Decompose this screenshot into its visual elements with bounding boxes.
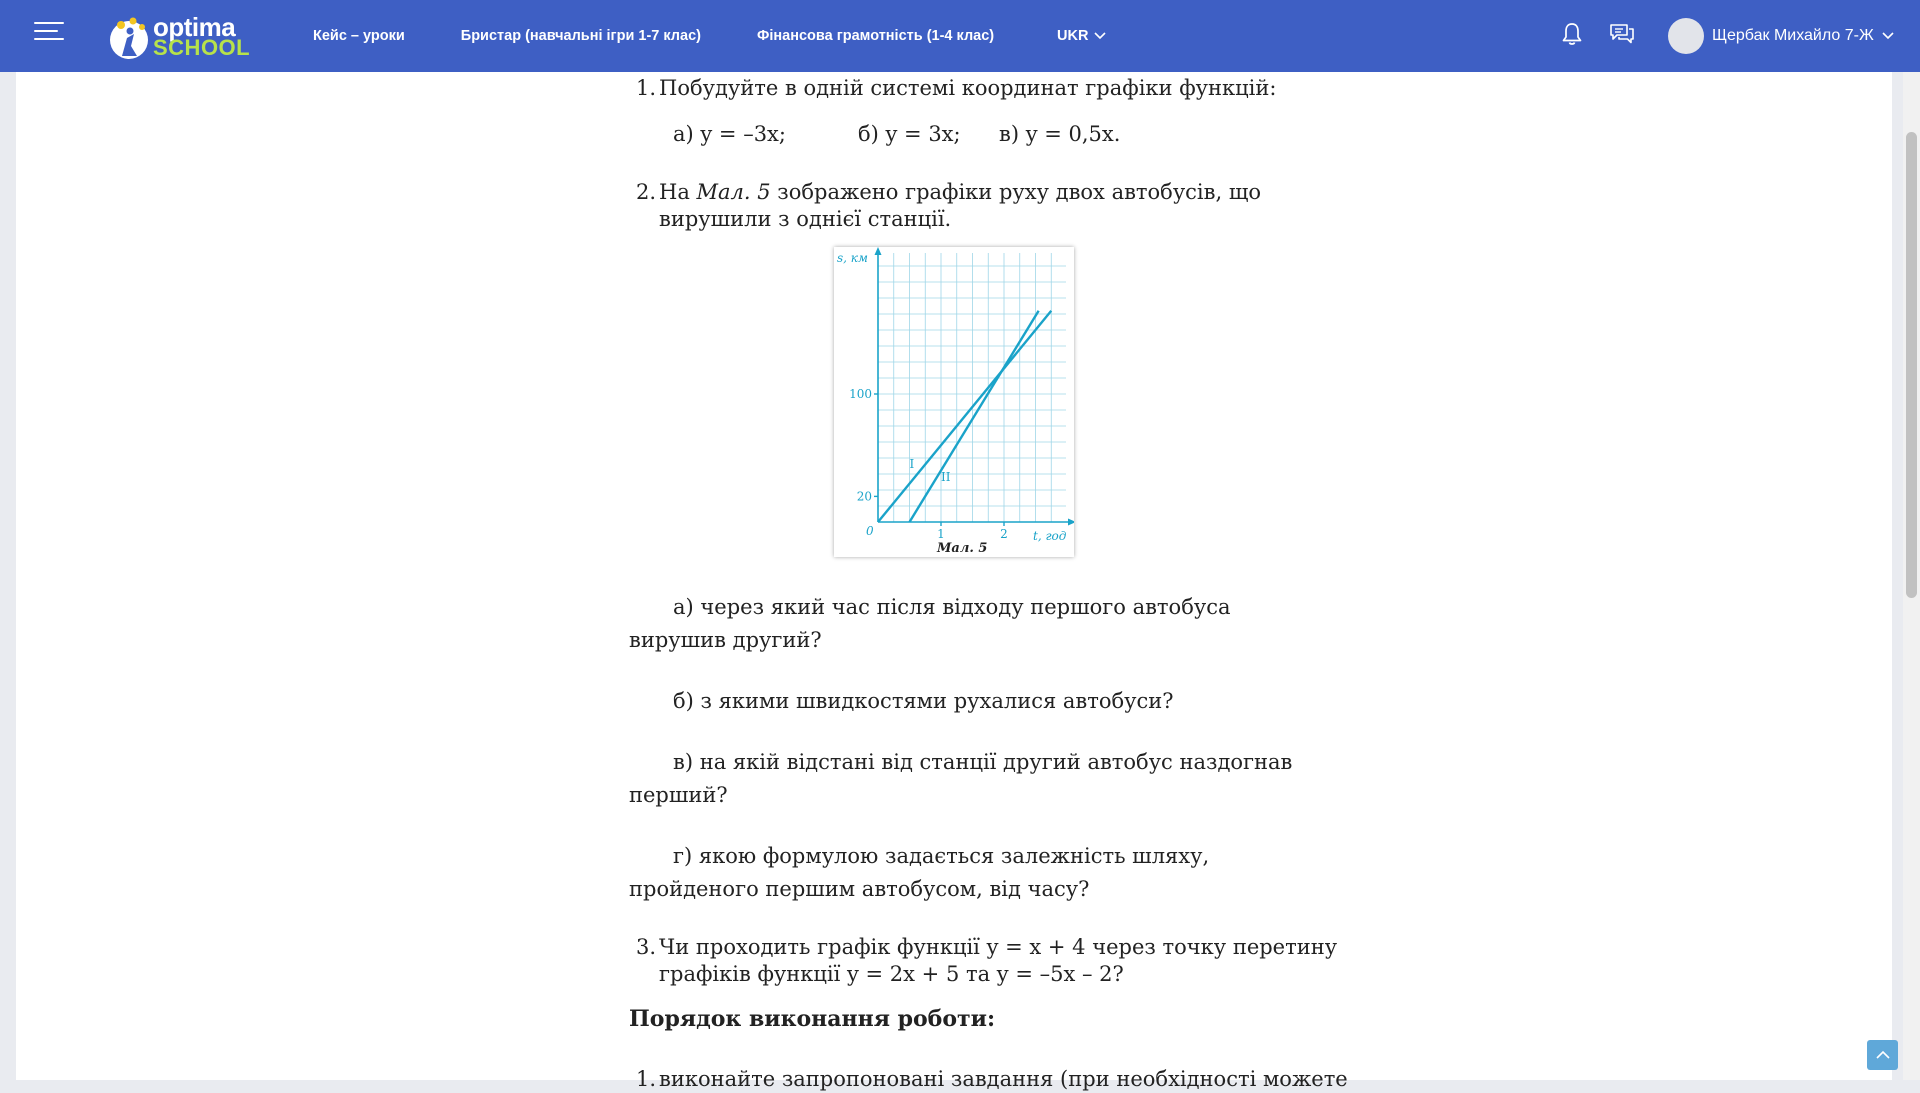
nav-item-brystar[interactable]: Бристар (навчальні ігри 1-7 клас) <box>460 28 701 44</box>
nav-item-financial-literacy[interactable]: Фінансова грамотність (1-4 клас) <box>756 28 995 44</box>
task-3-line2: графіків функції y = 2x + 5 та y = –5x – 2? <box>659 962 1124 986</box>
question-a-line1: а) через який час після відходу першого автобуса <box>673 595 1231 619</box>
logo-text-bottom: SCHOOL <box>153 35 251 60</box>
task-1-b: б) y = 3x; <box>858 122 961 146</box>
question-c-line1: в) на якій відстані від станції другий автобус наздогнав <box>673 750 1293 774</box>
logo[interactable] <box>107 12 251 60</box>
task-3-number: 3. <box>636 935 657 959</box>
x-tick-label: 2 <box>1000 527 1008 541</box>
language-selector[interactable] <box>1057 0 1106 72</box>
x-tick-label: 1 <box>937 527 945 541</box>
y-axis-arrow <box>875 247 882 255</box>
series-label-I: I <box>909 457 915 472</box>
nav-item-case-lessons[interactable]: Кейс – уроки <box>313 28 405 44</box>
language-label: UKR <box>1057 28 1089 44</box>
task-2-figure-ref: Мал. 5 <box>696 180 771 204</box>
main-nav <box>313 0 1050 72</box>
scroll-to-top-button[interactable] <box>1867 1040 1898 1070</box>
question-d-line1: г) якою формулою задається залежність шляху, <box>673 844 1210 868</box>
hamburger-icon[interactable] <box>34 22 64 46</box>
y-tick-label: 100 <box>849 387 872 401</box>
question-a-line2: вирушив другий? <box>629 628 822 652</box>
user-name: Щербак Михайло 7-Ж <box>1712 27 1874 44</box>
vertical-scrollbar[interactable] <box>1903 72 1920 1080</box>
scrollbar-thumb[interactable] <box>1906 132 1917 598</box>
bus-motion-chart <box>834 247 1074 557</box>
logo-mark-icon <box>107 16 151 60</box>
y-tick-label: 20 <box>856 489 872 504</box>
task-2-number: 2. <box>636 180 657 204</box>
figure-caption: Мал. 5 <box>937 541 988 556</box>
series-label-II: II <box>941 470 951 485</box>
task-3-line1: Чи проходить графік функції y = x + 4 через точку перетину <box>659 935 1338 959</box>
question-c-line2: перший? <box>629 783 728 807</box>
chevron-up-icon <box>1876 1050 1890 1060</box>
top-navigation-bar <box>0 0 1920 72</box>
user-menu[interactable] <box>1668 17 1894 55</box>
figure-5 <box>834 247 1074 557</box>
section-title: Порядок виконання роботи: <box>629 1006 996 1032</box>
task-2-prefix: На <box>659 180 697 204</box>
task-1-c: в) y = 0,5x. <box>999 122 1121 146</box>
chevron-down-icon <box>1094 32 1106 40</box>
x-axis-label: t, год <box>1033 529 1067 543</box>
x-axis-arrow <box>1068 519 1074 526</box>
task-1-a: а) y = –3x; <box>673 122 786 146</box>
origin-label: 0 <box>866 524 874 538</box>
question-b: б) з якими швидкостями рухалися автобуси? <box>673 689 1174 713</box>
task-2-text-line2: вирушили з однієї станції. <box>659 207 952 231</box>
task-2-suffix: зображено графіки руху двох автобусів, що <box>770 180 1261 204</box>
task-2-text <box>659 179 1261 206</box>
step-1-number: 1. <box>636 1067 657 1091</box>
logo-text-top: optima <box>153 12 236 42</box>
step-1-text: виконайте запропоновані завдання (при необхідності можете <box>659 1067 1348 1091</box>
y-axis-label: s, км <box>837 251 868 265</box>
question-d-line2: пройденого першим автобусом, від часу? <box>629 877 1090 901</box>
task-1-text: Побудуйте в одній системі координат графіки функцій: <box>659 76 1277 100</box>
chevron-down-icon <box>1882 32 1894 40</box>
task-1-number: 1. <box>636 76 657 100</box>
avatar <box>1668 18 1704 54</box>
bell-icon[interactable] <box>1558 20 1586 48</box>
chat-icon[interactable] <box>1608 20 1636 48</box>
